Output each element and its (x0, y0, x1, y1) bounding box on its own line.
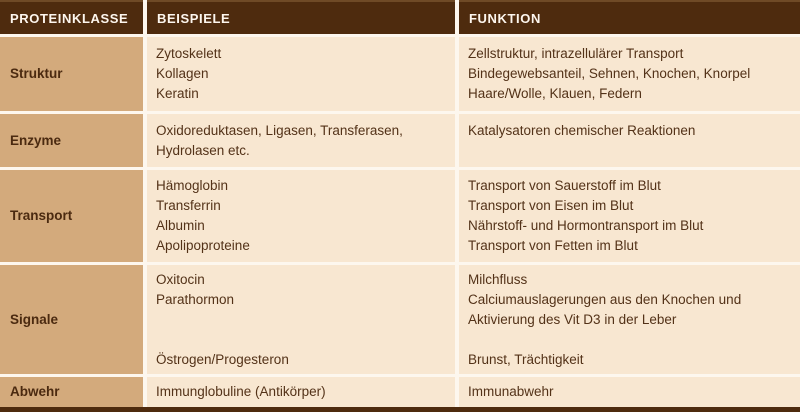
cell-line: Albumin (156, 218, 205, 233)
protein-class-cell: Enzyme (0, 114, 143, 167)
protein-class-cell: Transport (0, 170, 143, 262)
cell-line: Brunst, Trächtigkeit (468, 351, 584, 367)
cell-line (156, 330, 449, 350)
cell-line: Milchfluss (468, 271, 528, 287)
cell-line: Haare/Wolle, Klauen, Federn (468, 86, 642, 101)
examples-cell (147, 114, 455, 167)
cell-line: Apolipoproteine (156, 238, 250, 253)
protein-class-cell: Signale (0, 265, 143, 374)
table-row (0, 265, 800, 374)
function-cell (459, 37, 800, 111)
table-row (0, 377, 800, 407)
cell-line: Hämoglobin (156, 178, 229, 193)
cell-line: Hydrolasen etc. (156, 142, 250, 158)
protein-class-cell: Struktur (0, 37, 143, 111)
protein-class-cell: Abwehr (0, 377, 143, 407)
cell-line: Östrogen/Progesteron (156, 351, 289, 367)
cell-line: Calciumauslagerungen aus den Knochen und (468, 291, 742, 307)
column-header-beispiele: BEISPIELE (147, 0, 455, 34)
cell-line: Bindegewebsanteil, Sehnen, Knochen, Knorpel (468, 66, 751, 81)
cell-line (468, 330, 794, 350)
cell-line: Transferrin (156, 198, 221, 213)
cell-line: Immunglobuline (Antikörper) (156, 384, 326, 399)
examples-cell (147, 265, 455, 374)
cell-line: Zellstruktur, intrazellulärer Transport (468, 46, 684, 61)
table-row (0, 170, 800, 262)
cell-line: Aktivierung des Vit D3 in der Leber (468, 311, 677, 327)
examples-cell (147, 377, 455, 407)
cell-line: Transport von Eisen im Blut (468, 198, 634, 213)
cell-line: Parathormon (156, 291, 235, 307)
cell-line (468, 141, 794, 161)
cell-line (156, 310, 449, 330)
function-cell (459, 377, 800, 407)
cell-line: Zytoskelett (156, 46, 222, 61)
cell-line: Transport von Sauerstoff im Blut (468, 178, 661, 193)
table-header-row (0, 0, 800, 34)
cell-line: Transport von Fetten im Blut (468, 238, 638, 253)
table-bottom-border (0, 407, 800, 412)
examples-cell (147, 170, 455, 262)
function-cell (459, 265, 800, 374)
cell-line: Oxidoreduktasen, Ligasen, Transferasen, (156, 122, 403, 138)
cell-line: Katalysatoren chemischer Reaktionen (468, 122, 696, 138)
function-cell (459, 114, 800, 167)
cell-line: Nährstoff- und Hormontransport im Blut (468, 218, 704, 233)
table-row (0, 37, 800, 111)
column-header-proteinklasse: PROTEINKLASSE (0, 0, 143, 34)
column-header-funktion: FUNKTION (459, 0, 800, 34)
cell-line: Keratin (156, 86, 199, 101)
function-cell (459, 170, 800, 262)
cell-line: Kollagen (156, 66, 209, 81)
table-row (0, 114, 800, 167)
cell-line: Oxitocin (156, 271, 205, 287)
examples-cell (147, 37, 455, 111)
cell-line: Immunabwehr (468, 384, 554, 399)
